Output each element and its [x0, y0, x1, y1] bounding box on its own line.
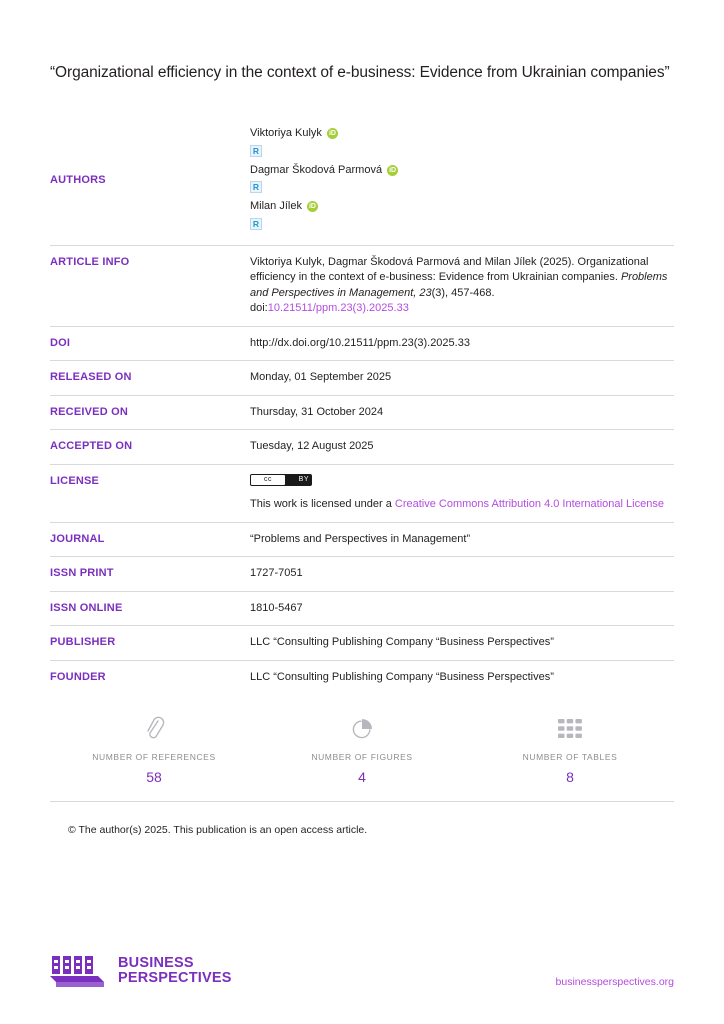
- researchgate-icon[interactable]: R: [250, 145, 262, 157]
- citation-issue: (3), 457-468.: [431, 286, 495, 299]
- author-name: Dagmar Škodová Parmová: [250, 163, 383, 176]
- released-on-value: Monday, 01 September 2025: [250, 361, 674, 396]
- stat-caption: NUMBER OF REFERENCES: [92, 752, 216, 762]
- doi-prefix: doi:: [250, 302, 268, 314]
- list-item: [250, 199, 674, 215]
- issn-online-value: 1810-5467: [250, 591, 674, 626]
- table-row-founder: [50, 660, 674, 694]
- doi-link[interactable]: 10.21511/ppm.23(3).2025.33: [267, 302, 409, 314]
- row-label-authors: AUTHORS: [50, 174, 106, 186]
- table-icon: [466, 712, 674, 746]
- stat-tables: [466, 712, 674, 785]
- table-row-doi: [50, 326, 674, 361]
- doi-value[interactable]: http://dx.doi.org/10.21511/ppm.23(3).2025.33: [250, 326, 674, 361]
- row-label-founder: FOUNDER: [50, 660, 250, 694]
- logo-mark-icon: [50, 954, 108, 988]
- row-label-license: LICENSE: [50, 464, 250, 522]
- license-value: [250, 464, 674, 522]
- author-name: Milan Jílek: [250, 200, 302, 212]
- authors-list: [250, 117, 674, 245]
- business-perspectives-logo[interactable]: [50, 954, 232, 988]
- page-footer: [50, 954, 674, 988]
- researchgate-icon[interactable]: R: [250, 218, 262, 230]
- stat-references: [50, 712, 258, 785]
- founder-value: LLC “Consulting Publishing Company “Business Perspectives”: [250, 660, 674, 694]
- journal-value: “Problems and Perspectives in Management”: [250, 522, 674, 557]
- row-label-received-on: RECEIVED ON: [50, 395, 250, 430]
- logo-line-2: PERSPECTIVES: [118, 970, 232, 986]
- copyright-notice: © The author(s) 2025. This publication is an open access article.: [68, 824, 368, 836]
- row-label-journal: JOURNAL: [50, 522, 250, 557]
- row-label-article-info: ARTICLE INFO: [50, 245, 250, 326]
- row-label-publisher: PUBLISHER: [50, 626, 250, 661]
- table-row-journal: [50, 522, 674, 557]
- paperclip-icon: [50, 712, 258, 746]
- citation-title: Organizational efficiency in the context of e-business: Evidence from Ukrainian companies.: [250, 255, 649, 283]
- logo-line-1: BUSINESS: [118, 955, 194, 971]
- table-row-license: [50, 464, 674, 522]
- stat-value: 4: [358, 769, 366, 785]
- stat-value: 8: [566, 769, 574, 785]
- table-row-issn-online: [50, 591, 674, 626]
- table-row-authors: [50, 117, 674, 245]
- table-row-released-on: [50, 361, 674, 396]
- table-row-issn-print: [50, 557, 674, 592]
- accepted-on-value: Tuesday, 12 August 2025: [250, 430, 674, 465]
- orcid-icon[interactable]: iD: [328, 130, 336, 138]
- cc-badge-right: BY: [298, 475, 309, 483]
- statistics-bar: [50, 712, 674, 802]
- author-name: Viktoriya Kulyk: [250, 127, 322, 139]
- license-text: [250, 497, 674, 513]
- list-item: [250, 126, 674, 142]
- page-title: “Organizational efficiency in the context of e-business: Evidence from Ukrainian companies”: [50, 64, 670, 81]
- row-label-released-on: RELEASED ON: [50, 361, 250, 396]
- website-link[interactable]: businessperspectives.org: [555, 976, 674, 988]
- stat-value: 58: [146, 769, 162, 785]
- pie-chart-icon: [258, 712, 466, 746]
- list-item: [250, 163, 674, 179]
- logo-wordmark: [118, 956, 232, 986]
- row-label-issn-online: ISSN ONLINE: [50, 591, 250, 626]
- stat-caption: NUMBER OF FIGURES: [311, 752, 413, 762]
- table-row-accepted-on: [50, 430, 674, 465]
- received-on-value: Thursday, 31 October 2024: [250, 395, 674, 430]
- citation-journal: Problems and Perspectives in Management, 23: [250, 271, 668, 299]
- stat-figures: [258, 712, 466, 785]
- article-info-citation: [250, 245, 674, 326]
- orcid-icon[interactable]: iD: [389, 166, 397, 174]
- citation-authors: Viktoriya Kulyk, Dagmar Škodová Parmová and Milan Jílek (2025).: [250, 255, 575, 268]
- row-label-accepted-on: ACCEPTED ON: [50, 430, 250, 465]
- cc-badge-left: cc: [251, 475, 285, 485]
- issn-print-value: 1727-7051: [250, 557, 674, 592]
- creative-commons-badge[interactable]: [250, 474, 312, 486]
- researchgate-icon[interactable]: R: [250, 181, 262, 193]
- table-row-received-on: [50, 395, 674, 430]
- stat-caption: NUMBER OF TABLES: [522, 752, 618, 762]
- table-row-article-info: [50, 245, 674, 326]
- row-label-doi: DOI: [50, 326, 250, 361]
- row-label-issn-print: ISSN PRINT: [50, 557, 250, 592]
- license-link[interactable]: Creative Commons Attribution 4.0 International License: [394, 498, 664, 510]
- orcid-icon[interactable]: iD: [308, 203, 316, 211]
- publisher-value: LLC “Consulting Publishing Company “Business Perspectives”: [250, 626, 674, 661]
- table-row-publisher: [50, 626, 674, 661]
- license-text-prefix: This work is licensed under a: [250, 498, 395, 510]
- article-info-table: [50, 117, 674, 694]
